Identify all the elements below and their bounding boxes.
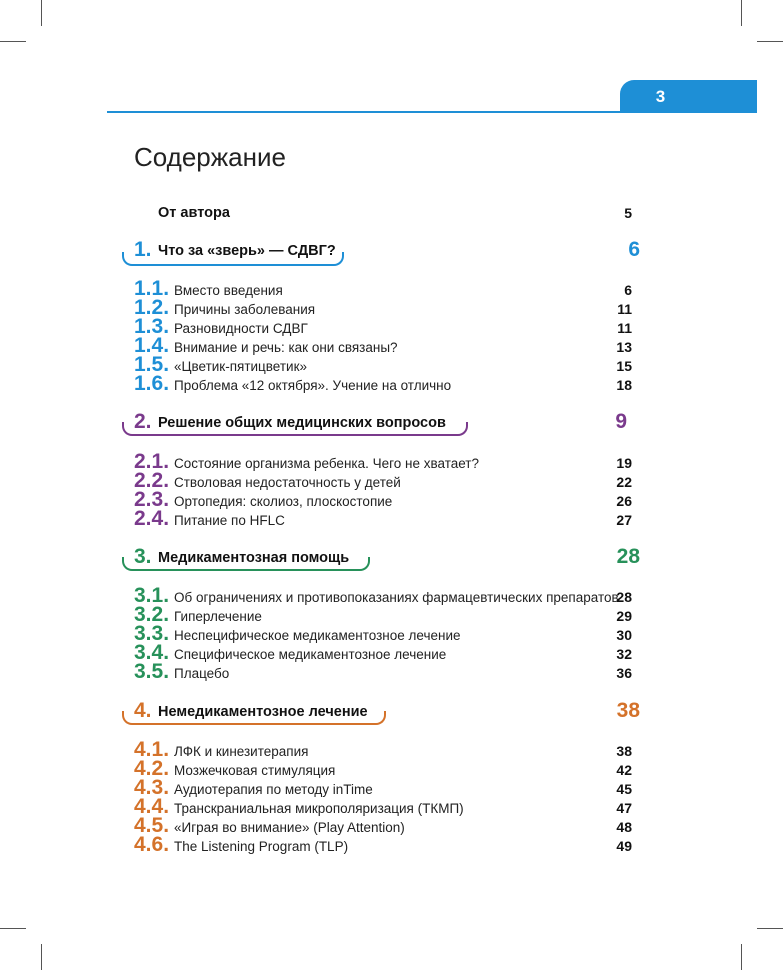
- chapter-title: Медикаментозная помощь: [158, 550, 350, 566]
- section-number: 1.5.: [134, 353, 170, 376]
- section-number: 2.2.: [134, 469, 170, 492]
- section-number: 2.4.: [134, 507, 170, 530]
- section-number: 1.4.: [134, 334, 170, 357]
- chapter-page: 9: [615, 410, 627, 433]
- section-title: «Играя во внимание» (Play Attention): [174, 820, 405, 835]
- section-page: 27: [616, 512, 632, 528]
- section-page: 36: [616, 665, 632, 681]
- section-title: Неспецифическое медикаментозное лечение: [174, 628, 461, 643]
- chapter-number: 4.: [134, 699, 152, 722]
- chapter-title: Что за «зверь» — СДВГ?: [158, 243, 336, 259]
- section-page: 30: [616, 627, 632, 643]
- section-number: 1.2.: [134, 296, 170, 319]
- section-page: 15: [616, 358, 632, 374]
- chapter-number: 3.: [134, 545, 152, 568]
- section-title: Об ограничениях и противопоказаниях фармацевтических препаратов: [174, 590, 619, 605]
- section-page: 45: [616, 781, 632, 797]
- section-page: 26: [616, 493, 632, 509]
- section-title: Гиперлечение: [174, 609, 262, 624]
- chapter-page: 38: [616, 699, 640, 722]
- chapter-title: Решение общих медицинских вопросов: [158, 415, 446, 431]
- page-title: Содержание: [134, 142, 286, 172]
- section-number: 3.3.: [134, 622, 170, 645]
- section-title: Плацебо: [174, 666, 230, 681]
- section-page: 32: [616, 646, 632, 662]
- section-number: 3.2.: [134, 603, 170, 626]
- section-number: 4.3.: [134, 776, 170, 799]
- section-number: 3.4.: [134, 641, 170, 664]
- chapter-page: 6: [628, 238, 640, 261]
- section-page: 29: [616, 608, 632, 624]
- section-page: 19: [616, 455, 632, 471]
- crop-mark: [757, 928, 783, 929]
- section-title: Состояние организма ребенка. Чего не хватает?: [174, 456, 479, 471]
- section-title: Аудиотерапия по методу inTime: [174, 782, 373, 797]
- section-title: Специфическое медикаментозное лечение: [174, 647, 447, 662]
- section-number: 4.4.: [134, 795, 170, 818]
- crop-mark: [0, 41, 26, 42]
- section-title: The Listening Program (TLP): [174, 839, 349, 854]
- section-number: 1.3.: [134, 315, 170, 338]
- section-title: Разновидности СДВГ: [174, 321, 308, 336]
- section-page: 42: [616, 762, 632, 778]
- section-page: 38: [616, 743, 632, 759]
- section-title: Мозжечковая стимуляция: [174, 763, 336, 778]
- section-number: 4.6.: [134, 833, 170, 856]
- author-entry-page: 5: [624, 205, 632, 221]
- section-page: 11: [617, 301, 632, 317]
- author-entry-label: От автора: [158, 205, 230, 221]
- section-page: 47: [616, 800, 632, 816]
- section-number: 3.5.: [134, 660, 170, 683]
- section-number: 2.1.: [134, 450, 170, 473]
- page-number-tab: [620, 80, 757, 113]
- section-number: 4.5.: [134, 814, 170, 837]
- chapter-title: Немедикаментозное лечение: [158, 704, 368, 720]
- section-page: 48: [616, 819, 632, 835]
- section-title: Вместо введения: [174, 283, 283, 298]
- section-number: 4.1.: [134, 738, 170, 761]
- section-page: 49: [616, 838, 632, 854]
- section-number: 1.6.: [134, 372, 170, 395]
- crop-mark: [0, 928, 26, 929]
- section-title: ЛФК и кинезитерапия: [174, 744, 309, 759]
- page-number: 3: [655, 86, 666, 106]
- chapter-page: 28: [616, 545, 640, 568]
- section-title: «Цветик-пятицветик»: [174, 359, 307, 374]
- section-page: 18: [616, 377, 632, 393]
- section-title: Ортопедия: сколиоз, плоскостопие: [174, 494, 393, 509]
- section-page: 13: [616, 339, 632, 355]
- section-page: 22: [616, 474, 632, 490]
- section-title: Стволовая недостаточность у детей: [174, 475, 401, 490]
- section-title: Внимание и речь: как они связаны?: [174, 340, 398, 355]
- section-title: Проблема «12 октября». Учение на отлично: [174, 378, 452, 393]
- crop-mark: [41, 0, 42, 26]
- section-number: 2.3.: [134, 488, 170, 511]
- chapter-number: 1.: [134, 238, 152, 261]
- section-number: 1.1.: [134, 277, 170, 300]
- section-title: Транскраниальная микрополяризация (ТКМП): [174, 801, 464, 816]
- crop-mark: [41, 944, 42, 970]
- section-title: Питание по HFLC: [174, 513, 285, 528]
- crop-mark: [741, 0, 742, 26]
- crop-mark: [757, 41, 783, 42]
- crop-mark: [741, 944, 742, 970]
- chapter-number: 2.: [134, 410, 152, 433]
- section-page: 6: [624, 282, 632, 298]
- section-title: Причины заболевания: [174, 302, 316, 317]
- section-page: 11: [617, 320, 632, 336]
- section-number: 4.2.: [134, 757, 170, 780]
- section-number: 3.1.: [134, 584, 170, 607]
- section-page: 28: [616, 589, 632, 605]
